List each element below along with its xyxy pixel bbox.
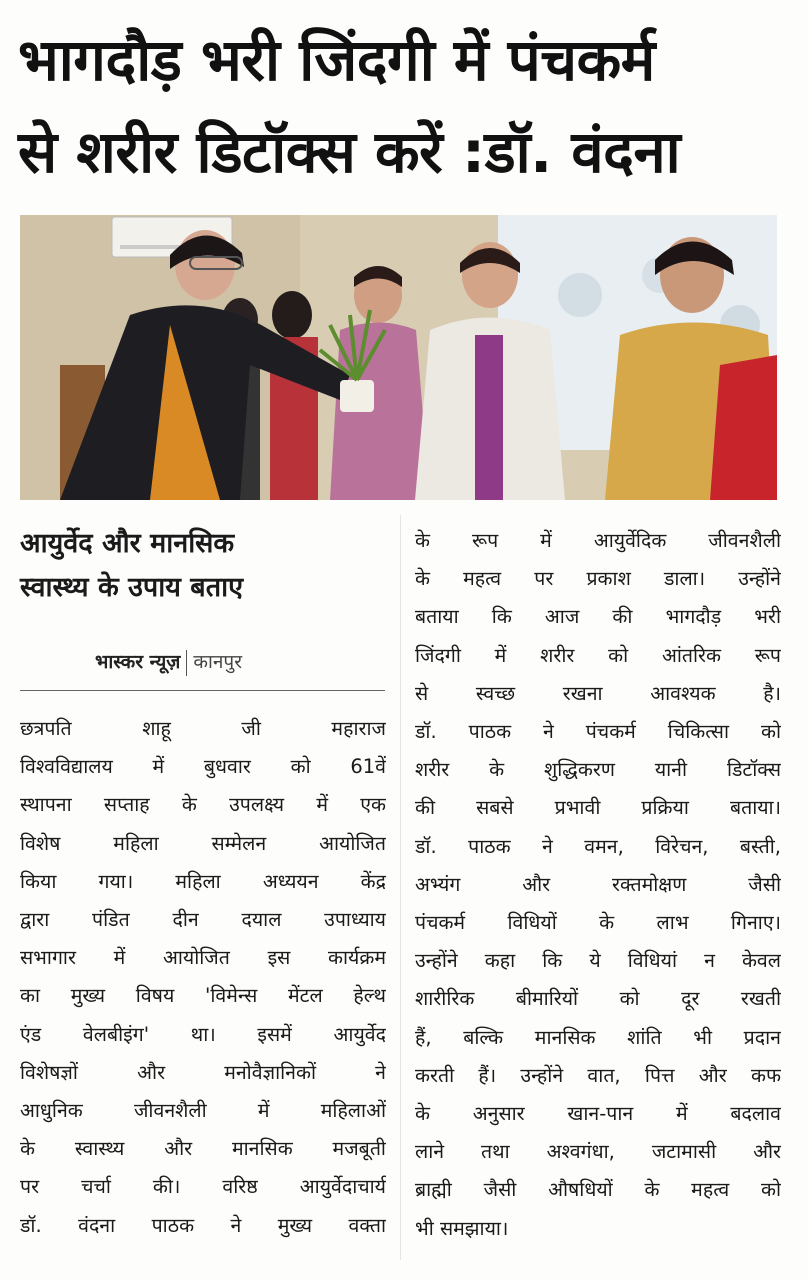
- article-line: स्थापना सप्ताह के उपलक्ष्य में एक: [20, 793, 386, 817]
- article-line: शरीर के शुद्धिकरण यानी डिटॉक्स: [415, 758, 781, 782]
- article-line: का मुख्य विषय 'विमेन्स मेंटल हेल्थ: [20, 984, 386, 1008]
- article-line: अभ्यंग और रक्तमोक्षण जैसी: [415, 872, 781, 896]
- byline-divider: [20, 690, 385, 691]
- article-line: विश्वविद्यालय में बुधवार को 61वें: [20, 755, 386, 779]
- article-line: डॉ. पाठक ने वमन, विरेचन, बस्ती,: [415, 834, 781, 858]
- byline-agency: भास्कर न्यूज़: [95, 651, 181, 673]
- article-line: पंचकर्म विधियों के लाभ गिनाए।: [415, 911, 781, 935]
- column-divider: [400, 515, 401, 1260]
- subheadline-line-2: स्वास्थ्य के उपाय बताए: [20, 572, 244, 603]
- article-line: डॉ. वंदना पाठक ने मुख्य वक्ता: [20, 1213, 386, 1237]
- article-line: किया गया। महिला अध्ययन केंद्र: [20, 869, 386, 893]
- headline: [18, 14, 793, 198]
- article-line: से स्वच्छ रखना आवश्यक है।: [415, 681, 781, 705]
- article-column-right: [415, 522, 781, 1248]
- article-line: हैं, बल्कि मानसिक शांति भी प्रदान: [415, 1025, 781, 1049]
- article-line: छत्रपति शाहू जी महाराज: [20, 717, 386, 740]
- headline-line-1: भागदौड़ भरी जिंदगी में पंचकर्म: [18, 26, 655, 94]
- article-line: विशेष महिला सम्मेलन आयोजित: [20, 831, 386, 855]
- article-column-left: [20, 710, 386, 1245]
- byline-separator: [186, 650, 187, 676]
- article-line: आधुनिक जीवनशैली में महिलाओं: [20, 1099, 386, 1123]
- article-line: के अनुसार खान-पान में बदलाव: [415, 1102, 781, 1126]
- article-line: बताया कि आज की भागदौड़ भरी: [415, 605, 781, 629]
- article-line: उन्होंने कहा कि ये विधियां न केवल: [415, 949, 781, 973]
- byline-city: कानपुर: [193, 651, 242, 673]
- article-line: डॉ. पाठक ने पंचकर्म चिकित्सा को: [415, 720, 781, 744]
- article-line: के महत्व पर प्रकाश डाला। उन्होंने: [415, 567, 781, 591]
- news-photo: [20, 215, 777, 500]
- article-line: पर चर्चा की। वरिष्ठ आयुर्वेदाचार्य: [20, 1175, 386, 1199]
- subheadline: [20, 522, 385, 610]
- article-line: ब्राह्मी जैसी औषधियों के महत्व को: [415, 1178, 781, 1202]
- article-line: द्वारा पंडित दीन दयाल उपाध्याय: [20, 908, 386, 932]
- article-line: एंड वेलबीइंग' था। इसमें आयुर्वेद: [20, 1022, 386, 1046]
- byline: [95, 648, 242, 676]
- article-line: विशेषज्ञों और मनोवैज्ञानिकों ने: [20, 1060, 386, 1084]
- article-line: शारीरिक बीमारियों को दूर रखती: [415, 987, 781, 1011]
- article-line: के स्वास्थ्य और मानसिक मजबूती: [20, 1137, 386, 1161]
- article-line: भी समझाया।: [415, 1216, 509, 1240]
- subheadline-line-1: आयुर्वेद और मानसिक: [20, 528, 235, 559]
- article-line: लाने तथा अश्वगंधा, जटामासी और: [415, 1140, 781, 1164]
- headline-line-2: से शरीर डिटॉक्स करें :डॉ. वंदना: [18, 118, 681, 186]
- article-line: जिंदगी में शरीर को आंतरिक रूप: [415, 643, 781, 667]
- article-line: सभागार में आयोजित इस कार्यक्रम: [20, 946, 386, 970]
- article-line: की सबसे प्रभावी प्रक्रिया बताया।: [415, 796, 781, 820]
- article-line: के रूप में आयुर्वेदिक जीवनशैली: [415, 529, 781, 552]
- article-line: करती हैं। उन्होंने वात, पित्त और कफ: [415, 1063, 781, 1087]
